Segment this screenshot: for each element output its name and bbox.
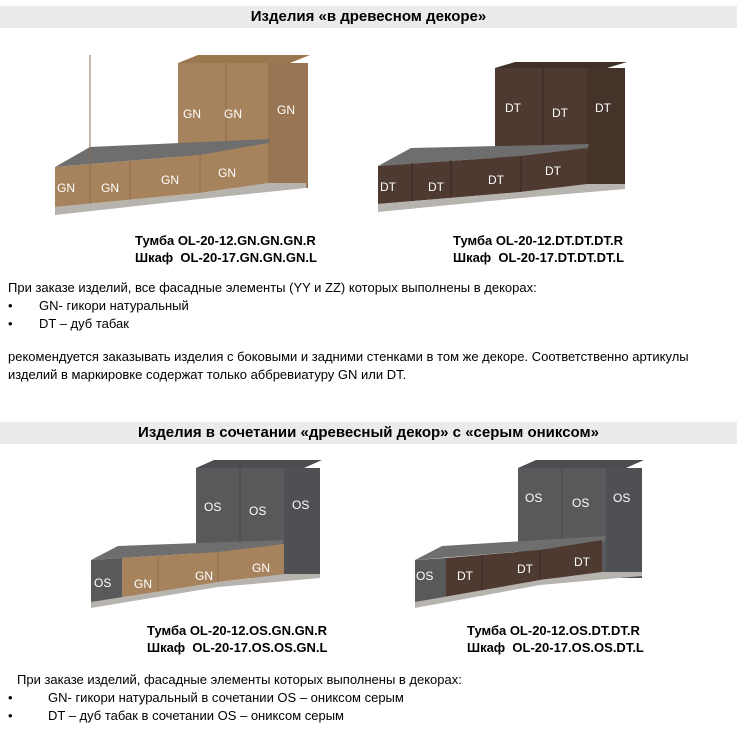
label-dt-5: DT [428, 180, 444, 194]
label-dt-4: DT [380, 180, 396, 194]
label-osgn-5: GN [134, 577, 152, 591]
label-dt-3: DT [595, 101, 611, 115]
label-dt-2: DT [552, 106, 568, 120]
label-osgn-4: OS [94, 576, 112, 590]
label-gn-7: GN [218, 166, 236, 180]
cabinet-image-os-gn [88, 460, 328, 610]
bullet-dot: • [8, 690, 13, 705]
label-osdt-7: DT [574, 555, 590, 569]
section1-title: Изделия «в древесном декоре» [0, 6, 737, 28]
label-dt-7: DT [545, 164, 561, 178]
section1-intro: При заказе изделий, все фасадные элементы (YY и ZZ) которых выполнены в декорах: [8, 280, 537, 295]
label-osdt-5: DT [457, 569, 473, 583]
label-gn-1: GN [183, 107, 201, 121]
caption-gn-line2: Шкаф OL-20-17.GN.GN.GN.L [135, 250, 317, 265]
bullet-dot: • [8, 708, 13, 723]
label-osgn-3: OS [292, 498, 310, 512]
caption-gn-line1: Тумба OL-20-12.GN.GN.GN.R [135, 233, 316, 248]
label-dt-6: DT [488, 173, 504, 187]
cabinet-image-gn [50, 55, 310, 225]
caption-osgn-line1: Тумба OL-20-12.OS.GN.GN.R [147, 623, 328, 638]
label-osgn-1: OS [204, 500, 222, 514]
label-gn-2: GN [224, 107, 242, 121]
label-gn-3: GN [277, 103, 295, 117]
label-osgn-6: GN [195, 569, 213, 583]
label-osdt-2: OS [572, 496, 590, 510]
caption-osdt-line1: Тумба OL-20-12.OS.DT.DT.R [467, 623, 640, 638]
label-osgn-2: OS [249, 504, 267, 518]
caption-dt-line2: Шкаф OL-20-17.DT.DT.DT.L [453, 250, 625, 265]
label-osdt-4: OS [416, 569, 434, 583]
bullet-dot: • [8, 298, 13, 313]
cabinet-image-os-dt [412, 460, 652, 610]
section2-title: Изделия в сочетании «древесный декор» с «серым ониксом» [0, 422, 737, 444]
section1-note: рекомендуется заказывать изделия с боковыми и задними стенками в том же декоре. Соответственно артикулы изделий в маркировке содержат только аббревиатуру GN или DT. [8, 349, 689, 382]
label-osdt-1: OS [525, 491, 543, 505]
caption-osgn-line2: Шкаф OL-20-17.OS.OS.GN.L [147, 640, 328, 655]
caption-dt-line1: Тумба OL-20-12.DT.DT.DT.R [453, 233, 623, 248]
label-osgn-7: GN [252, 561, 270, 575]
bullet-dot: • [8, 316, 13, 331]
label-gn-5: GN [101, 181, 119, 195]
label-dt-1: DT [505, 101, 521, 115]
section2-intro: При заказе изделий, фасадные элементы которых выполнены в декорах: [17, 672, 462, 687]
label-gn-4: GN [57, 181, 75, 195]
label-osdt-3: OS [613, 491, 631, 505]
cabinet-image-dt [375, 62, 635, 222]
label-gn-6: GN [161, 173, 179, 187]
label-osdt-6: DT [517, 562, 533, 576]
caption-osdt-line2: Шкаф OL-20-17.OS.OS.DT.L [467, 640, 644, 655]
